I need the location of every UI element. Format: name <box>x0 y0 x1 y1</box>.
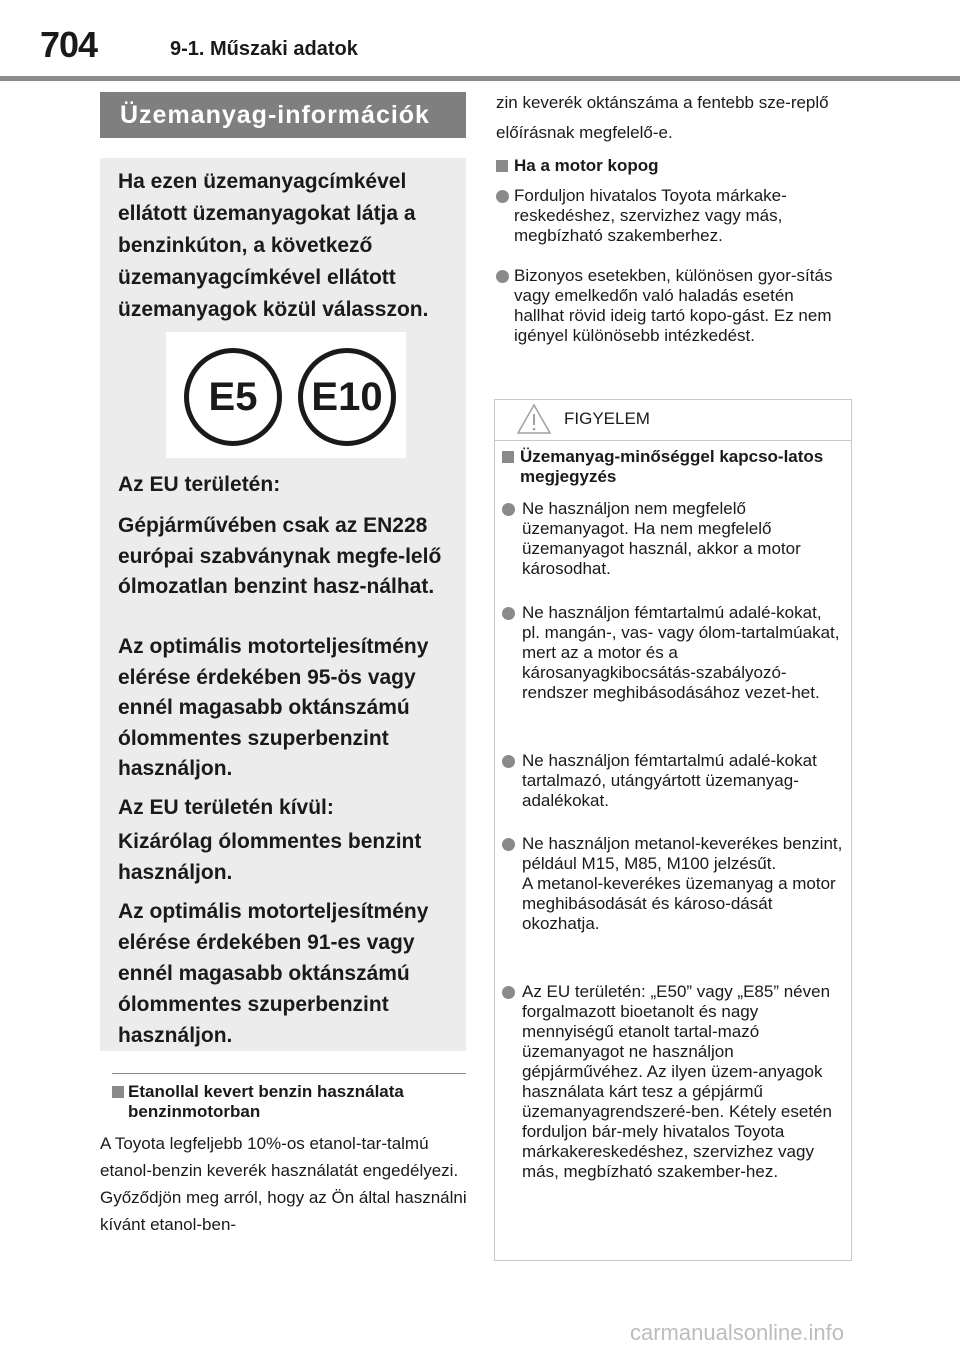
fuel-label-e10: E10 <box>298 348 396 446</box>
eu-heading: Az EU területén: <box>118 473 281 496</box>
knocking-bullet-2: Bizonyos esetekben, különösen gyor-sítás vagy emelkedőn való haladás esetén hallhat rövid ideig tartó kopo-gást. Ez nem igényel különösebb intézkedést. <box>514 266 833 345</box>
page-number: 704 <box>40 24 98 65</box>
fuel-info-intro: Ha ezen üzemanyagcímkével ellátott üzemanyagokat látja a benzinkúton, a következő üzemanyagcímkével ellátott üzemanyagok közül válasszon. <box>118 170 429 321</box>
warning-bullet-2: Ne használjon fémtartalmú adalé-kokat, pl. mangán-, vas- vagy ólom-tartalmúakat, mert az a motor és a károsanyagkibocsátás-szabályozó-rendszer meghibásodásához vezet-het. <box>522 603 840 702</box>
warning-header-divider <box>494 440 852 441</box>
non-eu-optimal-octane: Az optimális motorteljesítmény elérése érdekében 91-es vagy ennél magasabb oktánszámú ólommentes szuperbenzint használjon. <box>118 900 429 1047</box>
fuel-info-box <box>100 158 466 1051</box>
eu-optimal-octane: Az optimális motorteljesítmény elérése érdekében 95-ös vagy ennél magasabb oktánszámú ólommentes szuperbenzint használjon. <box>118 635 429 780</box>
fuel-label-e5: E5 <box>184 348 282 446</box>
square-bullet-icon <box>496 160 508 172</box>
fuel-label-image <box>166 332 406 458</box>
round-bullet-icon <box>496 270 509 283</box>
warning-heading: Üzemanyag-minőséggel kapcso-latos megjegyzés <box>520 447 824 486</box>
eu-requirement: Gépjárművében csak az EN228 európai szabványnak megfe-lelő ólmozatlan benzint hasz-nálhat. <box>118 514 442 598</box>
warning-triangle-icon <box>516 403 552 435</box>
non-eu-heading: Az EU területén kívül: <box>118 796 334 819</box>
square-bullet-icon <box>112 1086 124 1098</box>
ethanol-divider <box>112 1073 466 1074</box>
round-bullet-icon <box>502 503 515 516</box>
warning-bullet-5: Az EU területén: „E50” vagy „E85” néven forgalmazott bioetanolt és nagy mennyiségű etanolt tartal-mazó üzemanyagot ne használjon gépjárművéhez. Az ilyen üzem-anyagok használata kárt tesz a gépjármű üzemanyagrendszeré-ben. Kétely esetén forduljon bár-mely hivatalos Toyota márkakereskedéshez, szervizhez vagy más, megbízható szakember-hez. <box>522 982 832 1181</box>
ethanol-heading: Etanollal kevert benzin használata benzinmotorban <box>128 1082 404 1121</box>
warning-bullet-3: Ne használjon fémtartalmú adalé-kokat tartalmazó, utángyártott üzemanyag-adalékokat. <box>522 751 817 810</box>
warning-bullet-1: Ne használjon nem megfelelő üzemanyagot. Ha nem megfelelő üzemanyagot használ, akkor a motor károsodhat. <box>522 499 801 578</box>
section-title: 9-1. Műszaki adatok <box>170 38 358 60</box>
watermark: carmanualsonline.info <box>630 1320 845 1345</box>
header-divider <box>0 76 960 81</box>
round-bullet-icon <box>496 190 509 203</box>
round-bullet-icon <box>502 755 515 768</box>
knocking-heading: Ha a motor kopog <box>514 156 659 175</box>
square-bullet-icon <box>502 451 514 463</box>
ethanol-body-end: zin keverék oktánszáma a fentebb sze-replő előírásnak megfelelő-e. <box>496 93 829 142</box>
fuel-info-title: Üzemanyag-információk <box>100 92 466 138</box>
round-bullet-icon <box>502 838 515 851</box>
ethanol-body-start: A Toyota legfeljebb 10%-os etanol-tar-talmú etanol-benzin keverék használatát engedélyezi. Győződjön meg arról, hogy az Ön által használni kívánt etanol-ben- <box>100 1134 467 1234</box>
non-eu-requirement: Kizárólag ólommentes benzint használjon. <box>118 830 422 884</box>
warning-bullet-4: Ne használjon metanol-keverékes benzint, például M15, M85, M100 jelzésűt. A metanol-keverékes üzemanyag a motor meghibásodását és károso-dását okozhatja. <box>522 834 843 933</box>
round-bullet-icon <box>502 986 515 999</box>
knocking-bullet-1: Forduljon hivatalos Toyota márkake-reskedéshez, szervizhez vagy más, megbízható szakemberhez. <box>514 186 787 245</box>
round-bullet-icon <box>502 607 515 620</box>
warning-label: FIGYELEM <box>564 409 650 428</box>
